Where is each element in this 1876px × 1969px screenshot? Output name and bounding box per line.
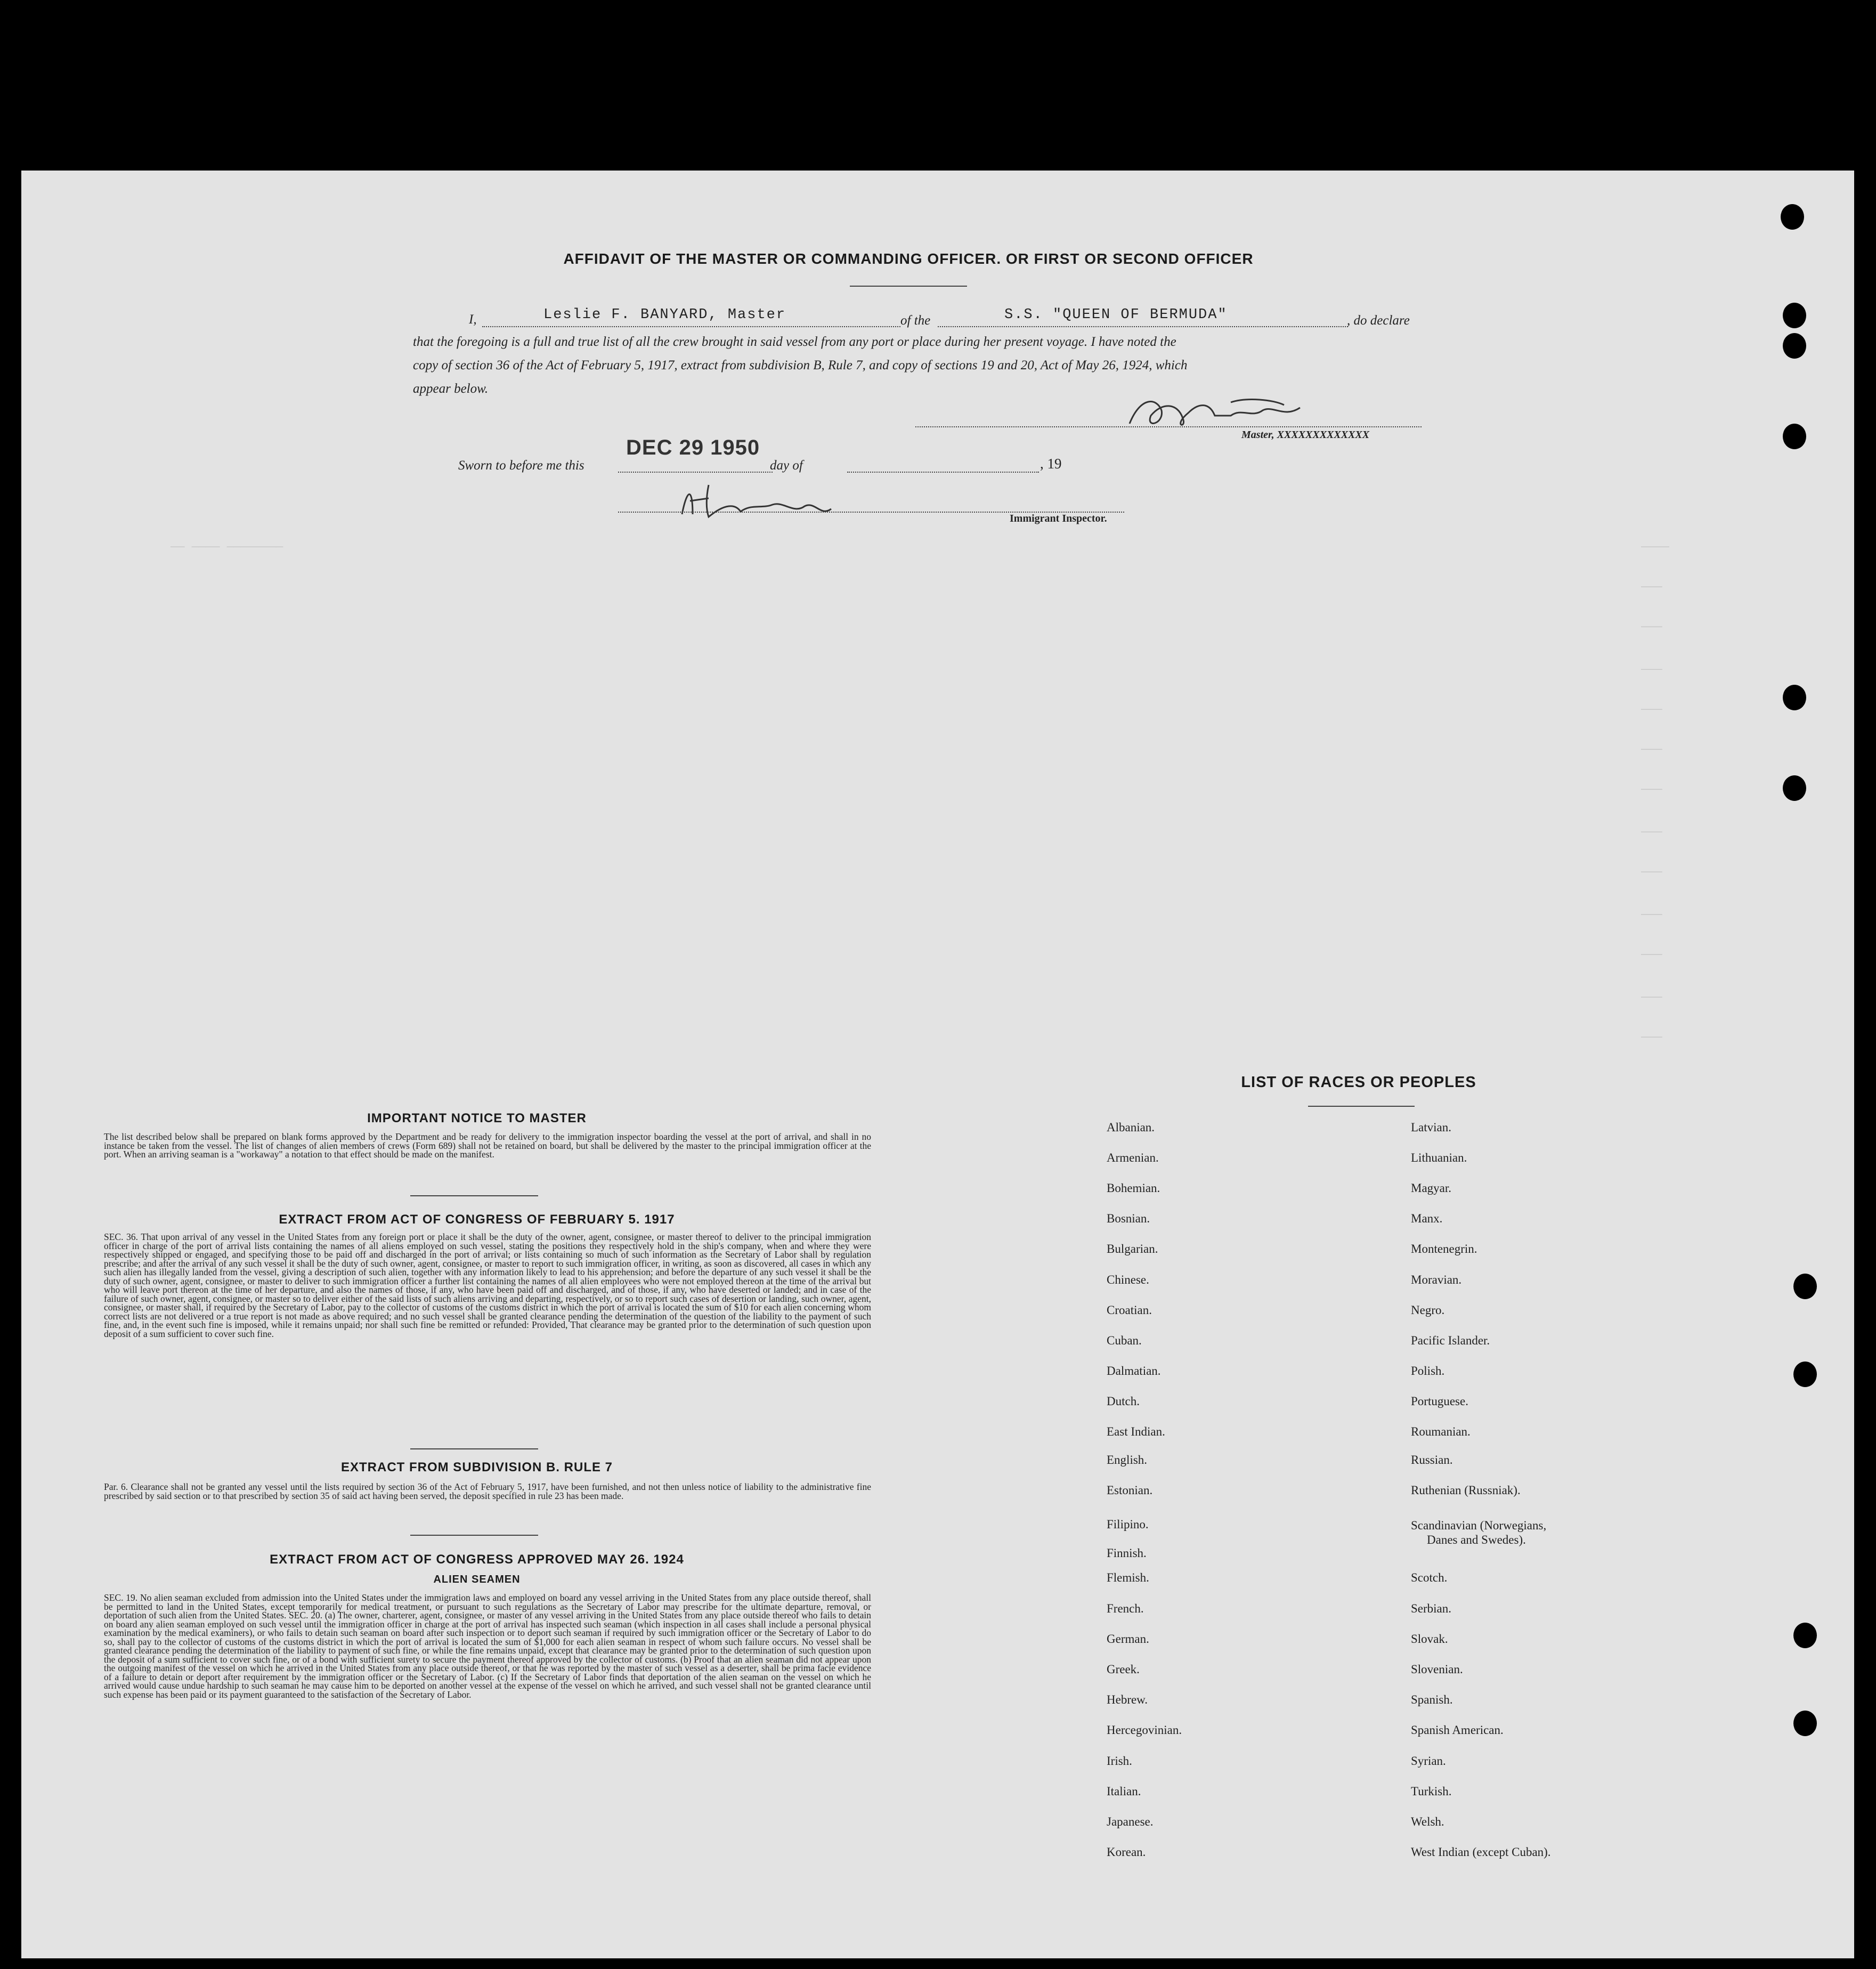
- sworn-label: Sworn to before me this: [458, 458, 584, 473]
- divider: [410, 1535, 538, 1536]
- race-item: Bosnian.: [1107, 1212, 1150, 1225]
- declaration-line-4: appear below.: [413, 382, 489, 396]
- race-item: Greek.: [1107, 1663, 1140, 1676]
- day-of-label: day of: [770, 458, 803, 473]
- race-item: Estonian.: [1107, 1484, 1153, 1497]
- punch-hole: [1783, 685, 1806, 710]
- master-signature-label: Master, XXXXXXXXXXXXX: [1241, 429, 1370, 441]
- race-item: Ruthenian (Russniak).: [1411, 1484, 1521, 1497]
- stamped-date: DEC 29 1950: [626, 436, 760, 459]
- notice-title: IMPORTANT NOTICE TO MASTER: [367, 1111, 587, 1125]
- punch-hole: [1793, 1274, 1817, 1299]
- year-label: , 19: [1040, 456, 1062, 472]
- race-item: Pacific Islander.: [1411, 1334, 1490, 1347]
- extract-1924-title: EXTRACT FROM ACT OF CONGRESS APPROVED MAY 26. 1924: [270, 1552, 684, 1567]
- vessel-name-line: [938, 326, 1348, 327]
- races-title-underline: [1308, 1106, 1415, 1107]
- race-item: Spanish American.: [1411, 1723, 1504, 1737]
- race-item: Russian.: [1411, 1453, 1453, 1466]
- month-line: [847, 472, 1039, 473]
- race-item: Cuban.: [1107, 1334, 1142, 1347]
- race-item: Korean.: [1107, 1845, 1146, 1859]
- race-item: Lithuanian.: [1411, 1151, 1467, 1164]
- race-item: Hebrew.: [1107, 1693, 1148, 1706]
- punch-hole: [1793, 1362, 1817, 1387]
- race-item: Chinese.: [1107, 1273, 1149, 1286]
- punch-hole: [1783, 333, 1806, 359]
- race-item: Turkish.: [1411, 1785, 1452, 1798]
- race-item: Irish.: [1107, 1754, 1132, 1768]
- race-item: Montenegrin.: [1411, 1242, 1477, 1255]
- race-item: German.: [1107, 1632, 1149, 1646]
- punch-hole: [1781, 204, 1804, 230]
- inspector-signature: [677, 482, 847, 525]
- race-item: Negro.: [1411, 1303, 1445, 1317]
- master-signature-line: [915, 426, 1422, 427]
- race-item: Japanese.: [1107, 1815, 1154, 1828]
- race-item: Finnish.: [1107, 1546, 1147, 1560]
- race-item: French.: [1107, 1602, 1144, 1615]
- punch-hole: [1783, 303, 1806, 328]
- master-name-line: [482, 326, 900, 327]
- race-item: Scandinavian (Norwegians,: [1411, 1519, 1547, 1532]
- race-item: Scotch.: [1411, 1571, 1448, 1584]
- extract-1917-title: EXTRACT FROM ACT OF CONGRESS OF FEBRUARY 5. 1917: [279, 1212, 675, 1227]
- race-item: Danes and Swedes).: [1427, 1533, 1526, 1546]
- of-the-label: of the: [900, 313, 931, 328]
- race-item: Latvian.: [1411, 1121, 1451, 1134]
- race-item: Dutch.: [1107, 1395, 1140, 1408]
- punch-hole: [1783, 775, 1806, 801]
- sworn-date-line: [618, 472, 773, 473]
- race-item: Welsh.: [1411, 1815, 1444, 1828]
- do-declare-label: , do declare: [1347, 313, 1410, 328]
- race-item: Serbian.: [1411, 1602, 1452, 1615]
- extract-1924-text: SEC. 19. No alien seaman excluded from admission into the United States under the immigration laws and employed on board any vessel arriving in the United States from any place outside thereof, shall be permitted to land in the United States, except temporarily for medical treatment, or pursuant to such regulations as the Secretary of Labor may prescribe for the ultimate departure, removal, or deportation of such alien from the United States. SEC. 20. (a) The owner, charterer, agent, consignee, or master of any vessel arriving in the United States from any place outside thereof who fails to detain on board any alien seaman employed on such vessel until the immigration officer in charge at the port of arrival has inspected such seaman (which inspection in all cases shall include a personal physical examination by the medical examiners), or who fails to detain such seaman on board after such inspection or to deport such seaman if required by such immigration officer or the Secretary of Labor to do so, shall pay to the collector of customs of the customs district in which the port of arrival is located the sum of $1,000 for each alien seaman in respect of whom such failure occurs. No vessel shall be granted clearance pending the determination of the liability to payment of such fine, or while the fine remains unpaid, except that clearance may be granted prior to the determination of such question upon the deposit of a sum sufficient to cover such fine, or of a bond with sufficient surety to secure the payment thereof approved by the collector of customs. (b) Proof that an alien seaman did not appear upon the outgoing manifest of the vessel on which he arrived in the United States from any place outside thereof, or that he was reported by the master of such vessel as a deserter, shall be prima facie evidence of a failure to detain or deport after requirement by the immigration officer or the Secretary of Labor. (c) If the Secretary of Labor finds that deportation of the alien seaman on the vessel on which he arrived would cause undue hardship to such seaman he may cause him to be deported on another vessel at the expense of the vessel on which he arrived, and such vessel shall not be granted clearance until such expense has been paid or its payment guaranteed to the satisfaction of the Secretary of Labor.: [104, 1592, 871, 1700]
- race-item: West Indian (except Cuban).: [1411, 1845, 1551, 1859]
- race-item: English.: [1107, 1453, 1148, 1466]
- declaration-line-2: that the foregoing is a full and true list of all the crew brought in said vessel from any port or place during her present voyage. I have noted the: [413, 335, 1176, 349]
- extract-rule7-title: EXTRACT FROM SUBDIVISION B. RULE 7: [340, 1460, 613, 1474]
- race-item: Magyar.: [1411, 1181, 1452, 1195]
- divider: [410, 1448, 538, 1449]
- race-item: Flemish.: [1107, 1571, 1149, 1584]
- race-item: Manx.: [1411, 1212, 1443, 1225]
- race-item: Croatian.: [1107, 1303, 1152, 1317]
- notice-text: The list described below shall be prepared on blank forms approved by the Department and be ready for delivery to the immigration inspector boarding the vessel at the port of arrival, and shall in no instance be taken from the vessel. The list of changes of alien members of crews (Form 689) shall not be retained on board, but shall be delivered by the master to the principal immigration officer at the port. When an arriving seaman is a "workaway" a notation to that effect should be made on the manifest.: [104, 1131, 871, 1160]
- extract-rule7-text: Par. 6. Clearance shall not be granted any vessel until the lists required by section 36 of the Act of February 5, 1917, have been furnished, and not then unless notice of liability to the administrative fine prescribed by said section or to that prescribed by section 35 of said act having been served, the deposit specified in rule 23 has been made.: [104, 1481, 871, 1501]
- declaration-line-3: copy of section 36 of the Act of February 5, 1917, extract from subdivision B, Rule 7, and copy of sections 19 and 20, Act of May 26, 1924, which: [413, 358, 1188, 372]
- race-item: Bulgarian.: [1107, 1242, 1158, 1255]
- extract-1924-subtitle: ALIEN SEAMEN: [433, 1574, 521, 1585]
- vessel-name: S.S. "QUEEN OF BERMUDA": [1004, 307, 1228, 323]
- race-item: Portuguese.: [1411, 1395, 1468, 1408]
- divider: [410, 1195, 538, 1196]
- race-item: East Indian.: [1107, 1425, 1165, 1438]
- race-item: Slovenian.: [1411, 1663, 1463, 1676]
- race-item: Hercegovinian.: [1107, 1723, 1182, 1737]
- race-item: Dalmatian.: [1107, 1364, 1161, 1378]
- affidavit-title: AFFIDAVIT OF THE MASTER OR COMMANDING OFFICER. OR FIRST OR SECOND OFFICER: [563, 250, 1254, 267]
- race-item: Italian.: [1107, 1785, 1141, 1798]
- affidavit-i-label: I,: [469, 312, 477, 327]
- race-item: Filipino.: [1107, 1518, 1149, 1531]
- race-item: Slovak.: [1411, 1632, 1448, 1646]
- races-title: LIST OF RACES OR PEOPLES: [1241, 1074, 1476, 1091]
- race-item: Roumanian.: [1411, 1425, 1471, 1438]
- race-item: Albanian.: [1107, 1121, 1155, 1134]
- race-item: Bohemian.: [1107, 1181, 1160, 1195]
- extract-1917-text: SEC. 36. That upon arrival of any vessel in the United States from any foreign port or place it shall be the duty of the owner, agent, consignee, or master thereof to deliver to the principal immigration officer in charge of the port of arrival lists containing the names of all aliens employed on such vessel, stating the positions they respectively hold in the ship's company, when and where they were respectively shipped or engaged, and specifying those to be paid off and discharged in the port of arrival; or lists containing so much of such information as the Secretary of Labor shall by regulation prescribe; and after the arrival of any such vessel it shall be the duty of such owner, agent, consignee, or master to report to such immigration officer, in writing, as soon as discovered, all cases in which any such alien has illegally landed from the vessel, giving a description of such alien, together with any information likely to lead to his apprehension; and before the departure of any such vessel it shall be the duty of such owner, agent, consignee, or master to deliver to such immigration officer a further list containing the names of all alien employees who were not employed thereon at the time of the arrival but who will leave port thereon at the time of her departure, and also the names of those, if any, who have been paid off and discharged, and of those, if any, who have deserted or landed; and in case of the failure of such owner, agent, consignee, or master so to deliver either of the said lists of such aliens arriving and departing, respectively, or so to report such cases of desertion or landing, such owner, agent, consignee, or master shall, if required by the Secretary of Labor, pay to the collector of customs of the customs district in which the port of arrival is located the sum of $10 for each alien concerning whom correct lists are not delivered or a true report is not made as above required; and no such vessel shall be granted clearance pending the determination of the question of the liability to the payment of such fine, and, in the event such fine is imposed, while it remains unpaid; nor shall such fine be remitted or refunded: Provided, That clearance may be granted prior to the determination of such question upon deposit of a sum sufficient to cover such fine.: [104, 1231, 871, 1339]
- race-item: Syrian.: [1411, 1754, 1446, 1768]
- punch-hole: [1793, 1711, 1817, 1736]
- master-name: Leslie F. BANYARD, Master: [543, 307, 786, 323]
- punch-hole: [1783, 424, 1806, 449]
- race-item: Polish.: [1411, 1364, 1445, 1378]
- inspector-label: Immigrant Inspector.: [1010, 513, 1107, 524]
- race-item: Spanish.: [1411, 1693, 1453, 1706]
- punch-hole: [1793, 1623, 1817, 1648]
- title-underline: [850, 286, 967, 287]
- race-item: Moravian.: [1411, 1273, 1462, 1286]
- race-item: Armenian.: [1107, 1151, 1159, 1164]
